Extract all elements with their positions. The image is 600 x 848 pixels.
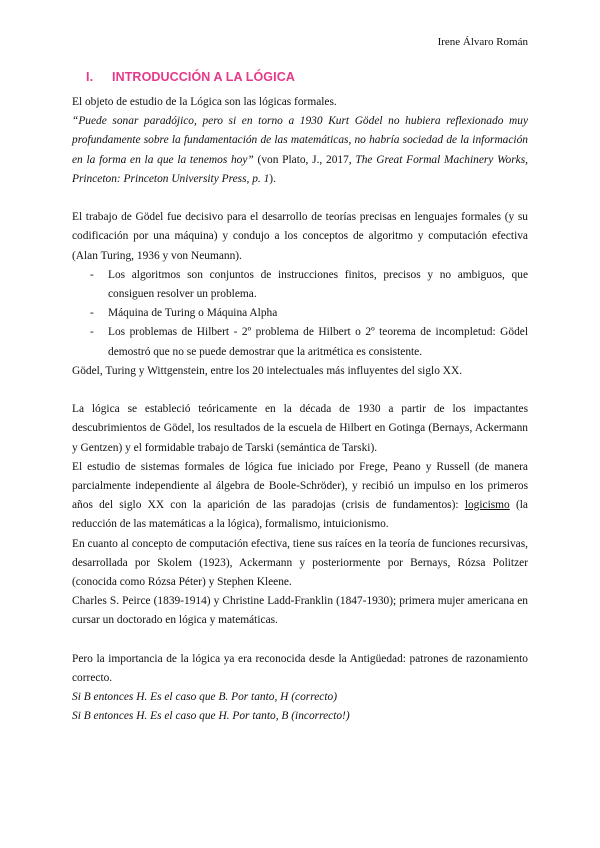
header-author: Irene Álvaro Román	[437, 36, 528, 48]
spacer	[72, 381, 528, 400]
list-item-text: Máquina de Turing o Máquina Alpha	[108, 307, 278, 320]
quote-ref-open: (von Plato, J., 2017,	[253, 153, 356, 166]
list-item-text: Los problemas de Hilbert - 2º problema de Hilbert o 2º teorema de incompletud: Gödel demostró que no se puede demostrar que la aritmética es consistente.	[108, 326, 528, 358]
quote-ref-close: ).	[269, 172, 276, 185]
formal-systems-text: El estudio de sistemas formales de lógica fue iniciado por Frege, Peano y Russell (de manera parcialmente independiente al álgebra de Boole-Schröder), y recibió un impulso en los primeros años del siglo XX con la aparición de las paradojas (crisis de fundamentos):	[72, 460, 528, 512]
formal-systems-end: (la reducción de las matemáticas a la lógica), formalismo, intuicionismo.	[72, 499, 528, 531]
spacer	[72, 189, 528, 208]
spacer	[72, 631, 528, 650]
list-item	[72, 266, 528, 304]
paragraph-quote	[72, 112, 528, 189]
document-body	[72, 93, 528, 727]
paragraph-peirce: Charles S. Peirce (1839-1914) y Christine Ladd-Franklin (1847-1930); primera mujer americana en cursar un doctorado en lógica y matemáticas.	[72, 595, 528, 627]
quote-text: “Puede sonar paradójico, pero si en torno a 1930 Kurt Gödel no hubiera reflexionado muy profundamente sobre la fundamentación de las matemáticas, no habría sociedad de la información en la forma en la que la tenemos hoy”	[72, 115, 528, 166]
bullet-list	[72, 266, 528, 362]
quote-ref-title: The Great Formal Machinery Works, Princeton: Princeton University Press, p. 1	[72, 153, 529, 185]
paragraph-logic-1930: La lógica se estableció teóricamente en la década de 1930 a partir de los impactantes descubrimientos de Gödel, los resultados de la escuela de Hilbert en Gotinga (Bernays, Ackermann y Gentzen) y el formidable trabajo de Tarski (semántica de Tarski).	[72, 403, 528, 454]
paragraph-antiquity: Pero la importancia de la lógica ya era reconocida desde la Antigüedad: patrones de razonamiento correcto.	[72, 652, 528, 685]
logicismo-term: logicismo	[464, 499, 510, 512]
dash-marker: -	[90, 326, 94, 339]
list-item-text: Los algoritmos son conjuntos de instrucciones finitos, precisos y no ambiguos, que consiguen resolver un problema.	[108, 268, 528, 301]
list-item	[72, 323, 528, 361]
list-item	[72, 304, 528, 323]
section-heading	[86, 70, 295, 84]
paragraph-computation: En cuanto al concepto de computación efectiva, tiene sus raíces en la teoría de funciones recursivas, desarrollada por Skolem (1923), Ackermann y posteriormente por Bernays, Rózsa Politzer (conocida como Rózsa Péter) y Stephen Kleene.	[72, 537, 528, 589]
dash-marker: -	[90, 268, 94, 281]
dash-marker: -	[90, 307, 94, 320]
paragraph-intro: El objeto de estudio de la Lógica son las lógicas formales.	[72, 96, 337, 108]
section-title: INTRODUCCIÓN A LA LÓGICA	[112, 70, 295, 84]
paragraph-formal-systems	[72, 458, 528, 535]
section-number: I.	[86, 70, 94, 84]
paragraph-influential: Gödel, Turing y Wittgenstein, entre los 20 intelectuales más influyentes del siglo XX.	[72, 364, 463, 377]
example-correct: Si B entonces H. Es el caso que B. Por tanto, H (correcto)	[72, 691, 337, 704]
paragraph-godel-work: El trabajo de Gödel fue decisivo para el desarrollo de teorías precisas en lenguajes formales (y su codificación por una máquina) y condujo a los conceptos de algoritmo y computación efectiva (Alan Turing, 1936 y von Neumann).	[72, 211, 528, 262]
example-incorrect: Si B entonces H. Es el caso que H. Por tanto, B (incorrecto!)	[72, 710, 350, 723]
